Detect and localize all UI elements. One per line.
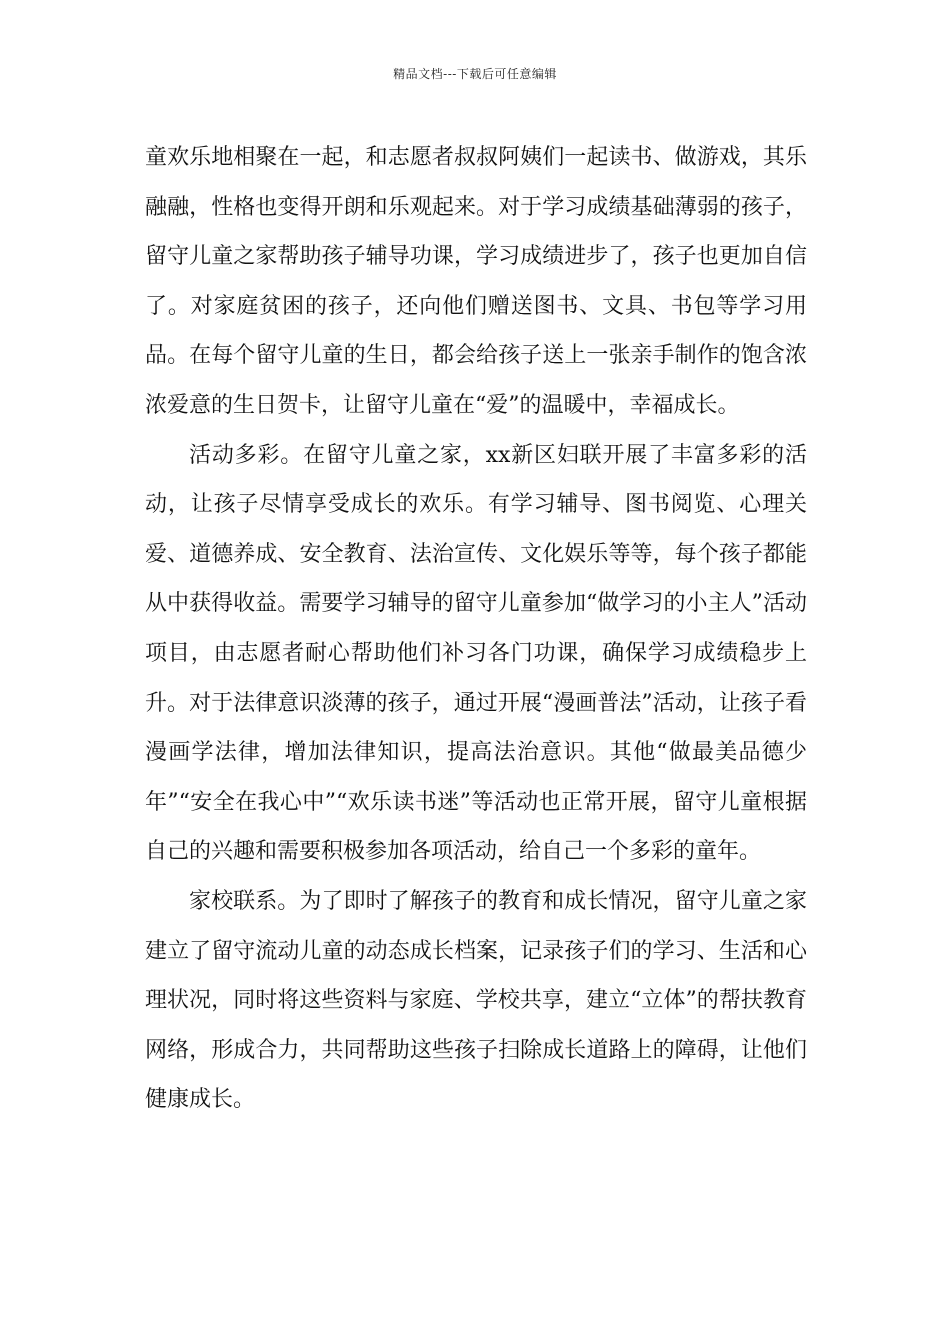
paragraph-3: 家校联系。为了即时了解孩子的教育和成长情况，留守儿童之家建立了留守流动儿童的动态成长档案，记录孩子们的学习、生活和心理状况，同时将这些资料与家庭、学校共享，建立“立体”的帮扶教育网络，形成合力，共同帮助这些孩子扫除成长道路上的障碍，让他们健康成长。 xyxy=(145,888,807,1113)
page-header: 精品文档---下载后可任意编辑 xyxy=(393,67,557,81)
paragraph-2: 活动多彩。在留守儿童之家，xx新区妇联开展了丰富多彩的活动，让孩子尽情享受成长的欢乐。有学习辅导、图书阅览、心理关爱、道德养成、安全教育、法治宣传、文化娱乐等等，每个孩子都能从中获得收益。需要学习辅导的留守儿童参加“做学习的小主人”活动项目，由志愿者耐心帮助他们补习各门功课，确保学习成绩稳步上升。对于法律意识淡薄的孩子，通过开展“漫画普法”活动，让孩子看漫画学法律，增加法律知识，提高法治意识。其他“做最美品德少年”“安全在我心中”“欢乐读书迷”等活动也正常开展，留守儿童根据自己的兴趣和需要积极参加各项活动，给自己一个多彩的童年。 xyxy=(145,442,807,865)
document-body xyxy=(145,133,807,1125)
paragraph-1: 童欢乐地相聚在一起，和志愿者叔叔阿姨们一起读书、做游戏，其乐融融，性格也变得开朗和乐观起来。对于学习成绩基础薄弱的孩子，留守儿童之家帮助孩子辅导功课，学习成绩进步了，孩子也更加自信了。对家庭贫困的孩子，还向他们赠送图书、文具、书包等学习用品。在每个留守儿童的生日，都会给孩子送上一张亲手制作的饱含浓浓爱意的生日贺卡，让留守儿童在“爱”的温暖中，幸福成长。 xyxy=(145,145,807,418)
